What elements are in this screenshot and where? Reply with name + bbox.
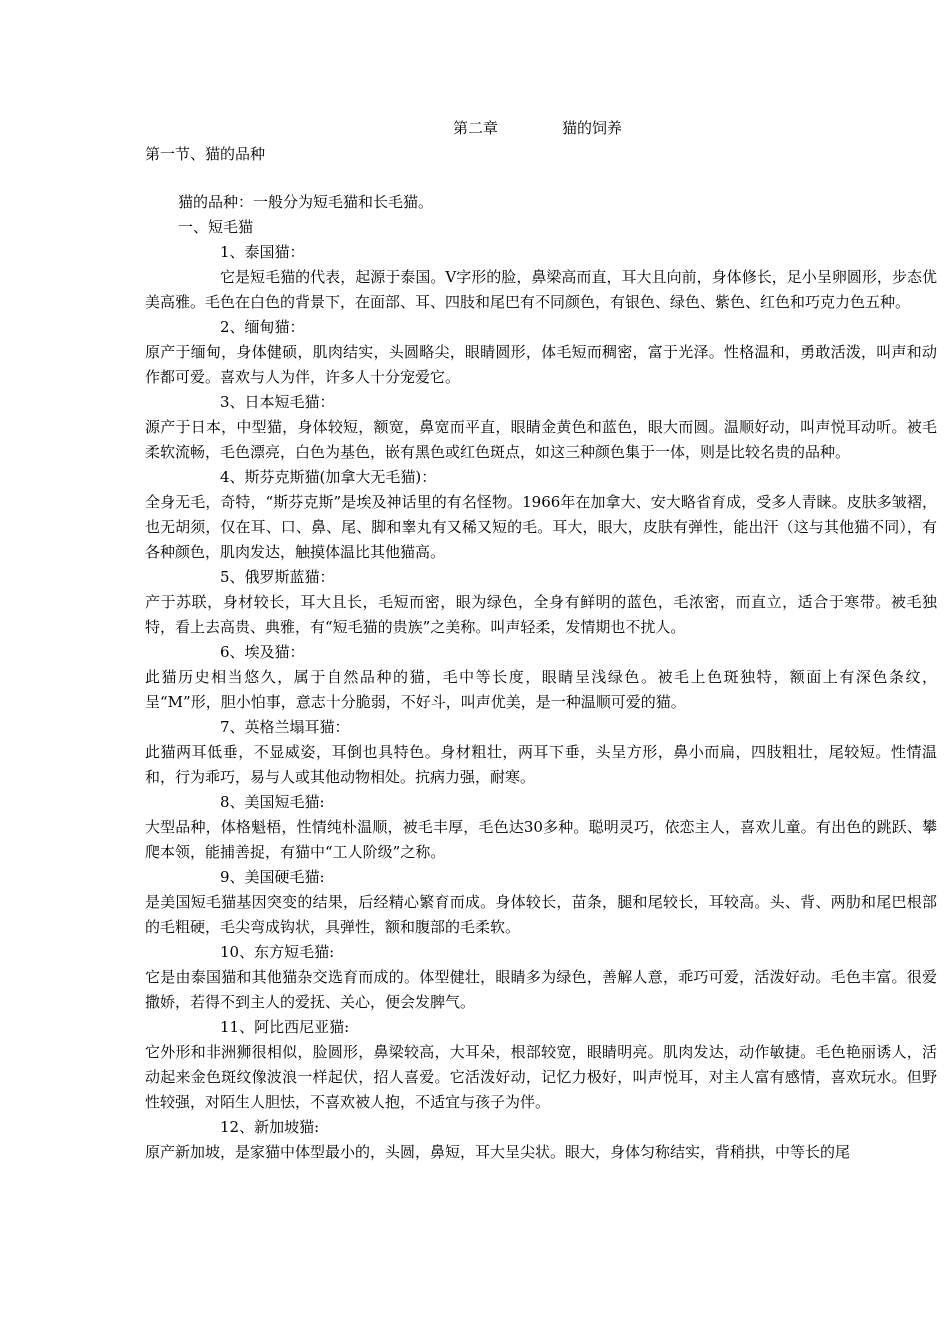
breed-heading: 5、俄罗斯蓝猫： [220,568,335,586]
breed-description: 它是由泰国猫和其他猫杂交选育而成的。体型健壮，眼睛多为绿色，善解人意，乖巧可爱，活泼好动。毛色丰富。很爱撒娇，若得不到主人的爱抚、关心，便会发脾气。 [145,968,937,1011]
breed-description: 它外形和非洲狮很相似，脸圆形，鼻梁较高，大耳朵，根部较宽，眼睛明亮。肌肉发达，动作敏捷。毛色艳丽诱人，活动起来金色斑纹像波浪一样起伏，招人喜爱。它活泼好动，记忆力极好，叫声悦耳，对主人富有感情，喜欢玩水。但野性较强，对陌生人胆怯，不喜欢被人抱，不适宜与孩子为伴。 [145,1043,937,1111]
breed-description: 它是短毛猫的代表，起源于泰国。V字形的脸，鼻梁高而直，耳大且向前，身体修长，足小呈卵圆形，步态优美高雅。毛色在白色的背景下，在面部、耳、四肢和尾巴有不同颜色，有银色、绿色、紫色、红色和巧克力色五种。 [145,268,937,311]
breed-heading: 11、阿比西尼亚猫: [220,1018,350,1036]
breed-heading: 3、日本短毛猫： [220,393,335,411]
breed-description: 产于苏联，身材较长，耳大且长，毛短而密，眼为绿色，全身有鲜明的蓝色，毛浓密，而直立，适合于寒带。被毛独特，看上去高贵、典雅，有“短毛猫的贵族”之美称。叫声轻柔，发情期也不扰人。 [145,593,937,636]
subsection-heading: 一、短毛猫 [178,218,254,236]
breed-heading: 9、美国硬毛猫: [220,868,325,886]
breed-description: 原产于缅甸，身体健硕，肌肉结实，头圆略尖，眼睛圆形，体毛短而稠密，富于光泽。性格温和，勇敢活泼，叫声和动作都可爱。喜欢与人为伴，许多人十分宠爱它。 [145,343,937,386]
breed-heading: 6、埃及猫： [220,643,305,661]
breed-description: 源产于日本，中型猫，身体较短，额宽，鼻宽而平直，眼睛金黄色和蓝色，眼大而圆。温顺好动，叫声悦耳动听。被毛柔软流畅，毛色漂亮，白色为基色，嵌有黑色或红色斑点，如这三种颜色集于一体，则是比较名贵的品种。 [145,418,937,461]
breed-description: 原产新加坡，是家猫中体型最小的，头圆，鼻短，耳大呈尖状。眼大，身体匀称结实，背稍拱，中等长的尾 [145,1143,851,1161]
breed-description: 全身无毛，奇特，“斯芬克斯”是埃及神话里的有名怪物。1966年在加拿大、安大略省育成，受多人青睐。皮肤多皱褶，也无胡须，仅在耳、口、鼻、尾、脚和睾丸有又稀又短的毛。耳大，眼大，皮肤有弹性，能出汗（这与其他猫不同），有各种颜色，肌肉发达，触摸体温比其他猫高。 [145,493,937,561]
breed-heading: 12、新加坡猫: [220,1118,320,1136]
section-heading: 第一节、猫的品种 [145,145,266,163]
chapter-number: 第二章 [453,119,499,137]
breed-heading: 1、泰国猫： [220,243,305,261]
chapter-title: 猫的饲养 [562,119,623,137]
breed-description: 此猫两耳低垂，不显威姿，耳倒也具特色。身材粗壮，两耳下垂，头呈方形，鼻小而扁，四肢粗壮，尾较短。性情温和，行为乖巧，易与人或其他动物相处。抗病力强，耐寒。 [145,743,937,786]
intro-paragraph: 猫的品种：一般分为短毛猫和长毛猫。 [178,193,434,211]
breed-heading: 2、缅甸猫： [220,318,305,336]
breed-description: 是美国短毛猫基因突变的结果，后经精心繁育而成。身体较长，苗条，腿和尾较长，耳较高。头、背、两肋和尾巴根部的毛粗硬，毛尖弯成钩状，具弹性，额和腹部的毛柔软。 [145,893,937,936]
breed-heading: 4、斯芬克斯猫(加拿大无毛猫)： [220,468,437,486]
breed-heading: 8、美国短毛猫: [220,793,325,811]
document-body [145,190,937,1165]
breed-description: 大型品种，体格魁梧，性情纯朴温顺，被毛丰厚，毛色达30多种。聪明灵巧，依恋主人，喜欢儿童。有出色的跳跃、攀爬本领，能捕善捉，有猫中“工人阶级”之称。 [145,818,937,861]
breed-heading: 10、东方短毛猫: [220,943,335,961]
breed-heading: 7、英格兰塌耳猫： [220,718,350,736]
breed-description: 此猫历史相当悠久，属于自然品种的猫，毛中等长度，眼睛呈浅绿色。被毛上色斑独特，额面上有深色条纹，呈“M”形，胆小怕事，意志十分脆弱，不好斗，叫声优美，是一种温顺可爱的猫。 [145,668,937,711]
